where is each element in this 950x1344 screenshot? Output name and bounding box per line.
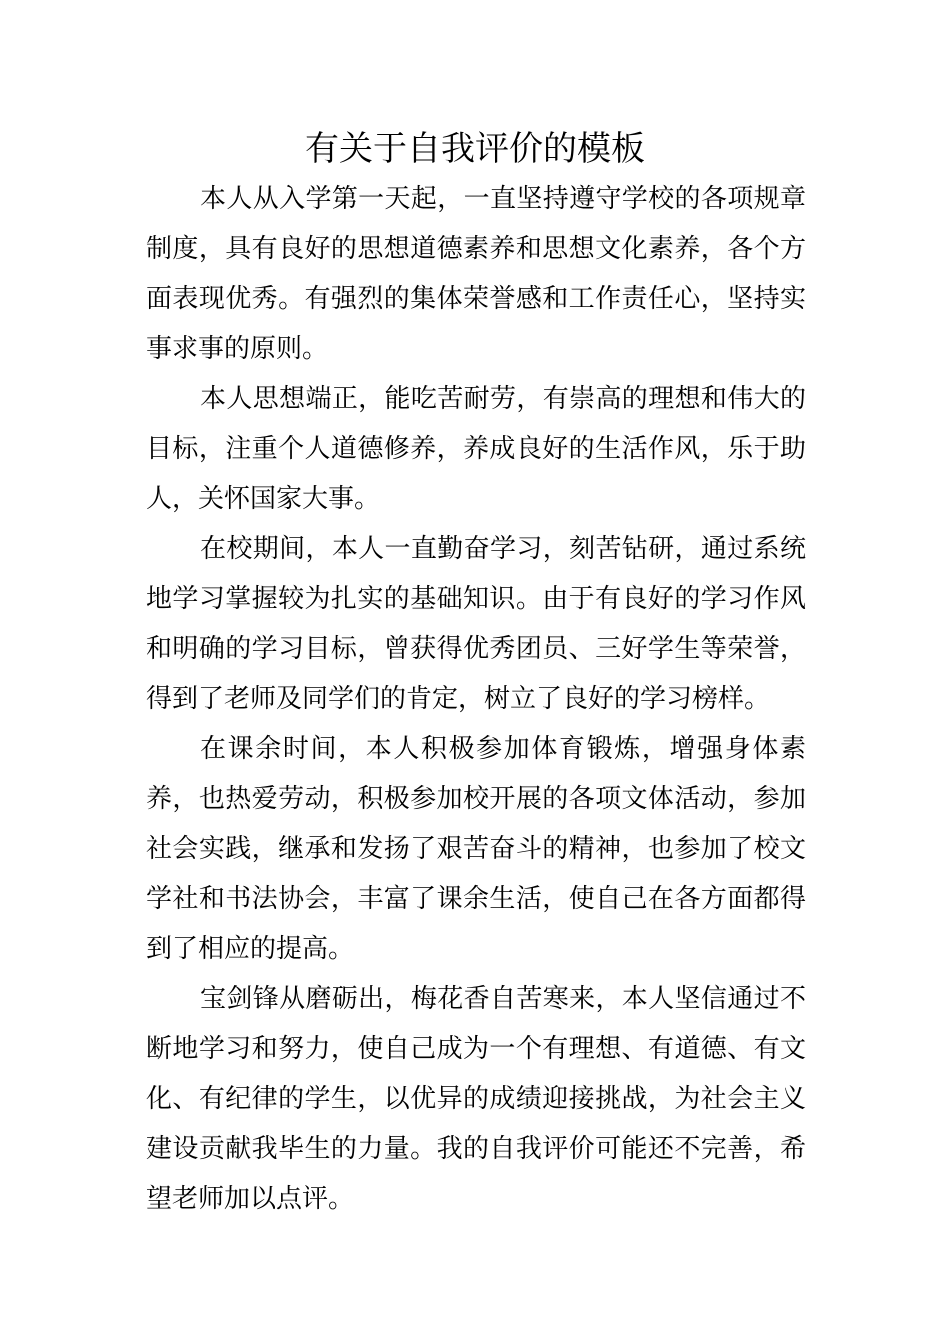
document-body [146, 174, 806, 1224]
paragraph-2: 本人思想端正，能吃苦耐劳，有崇高的理想和伟大的目标，注重个人道德修养，养成良好的生活作风，乐于助人，关怀国家大事。 [146, 384, 806, 514]
paragraph-4: 在课余时间，本人积极参加体育锻炼，增强身体素养，也热爱劳动，积极参加校开展的各项文体活动，参加社会实践，继承和发扬了艰苦奋斗的精神，也参加了校文学社和书法协会，丰富了课余生活，使自己在各方面都得到了相应的提高。 [146, 734, 806, 964]
paragraph-1: 本人从入学第一天起，一直坚持遵守学校的各项规章制度，具有良好的思想道德素养和思想文化素养，各个方面表现优秀。有强烈的集体荣誉感和工作责任心，坚持实事求事的原则。 [146, 184, 806, 364]
document-title: 有关于自我评价的模板 [305, 129, 645, 169]
paragraph-3: 在校期间，本人一直勤奋学习，刻苦钻研，通过系统地学习掌握较为扎实的基础知识。由于有良好的学习作风和明确的学习目标，曾获得优秀团员、三好学生等荣誉，得到了老师及同学们的肯定，树立了良好的学习榜样。 [146, 534, 806, 714]
paragraph-5: 宝剑锋从磨砺出，梅花香自苦寒来，本人坚信通过不断地学习和努力，使自己成为一个有理想、有道德、有文化、有纪律的学生，以优异的成绩迎接挑战，为社会主义建设贡献我毕生的力量。我的自我评价可能还不完善，希望老师加以点评。 [146, 984, 806, 1214]
